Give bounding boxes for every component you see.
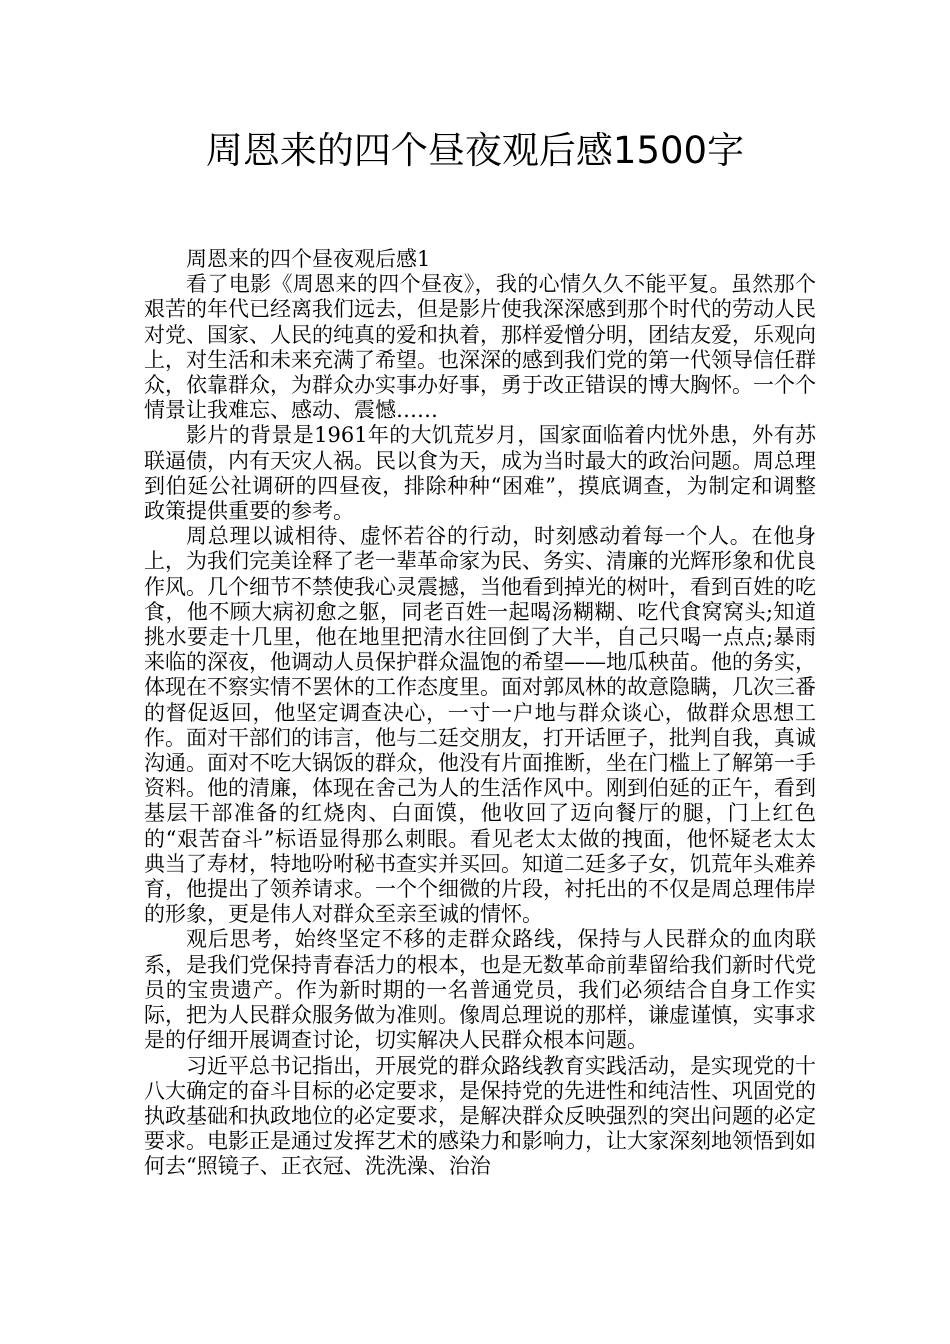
body-paragraph: 影片的背景是1961年的大饥荒岁月，国家面临着内忧外患，外有苏联逼债，内有天灾人祸。民以食为天，成为当时最大的政治问题。周总理到伯延公社调研的四昼夜，排除种种“困难”，摸底调查，为制定和调整政策提供重要的参考。 bbox=[144, 423, 816, 524]
body-paragraph: 习近平总书记指出，开展党的群众路线教育实践活动，是实现党的十八大确定的奋斗目标的必定要求，是保持党的先进性和纯洁性、巩固党的执政基础和执政地位的必定要求，是解决群众反映强烈的突出问题的必定要求。电影正是通过发挥艺术的感染力和影响力，让大家深刻地领悟到如何去“照镜子、正衣冠、洗洗澡、治治 bbox=[144, 1053, 816, 1179]
body-paragraph: 观后思考，始终坚定不移的走群众路线，保持与人民群众的血肉联系，是我们党保持青春活力的根本，也是无数革命前辈留给我们新时代党员的宝贵遗产。作为新时期的一名普通党员，我们必须结合自身工作实际，把为人民群众服务做为准则。像周总理说的那样，谦虚谨慎，实事求是的仔细开展调查讨论，切实解决人民群众根本问题。 bbox=[144, 927, 816, 1053]
body-paragraph: 看了电影《周恩来的四个昼夜》，我的心情久久不能平复。虽然那个艰苦的年代已经离我们远去，但是影片使我深深感到那个时代的劳动人民对党、国家、人民的纯真的爱和执着，那样爱憎分明，团结友爱，乐观向上，对生活和未来充满了希望。也深深的感到我们党的第一代领导信任群众，依靠群众，为群众办实事办好事，勇于改正错误的博大胸怀。一个个情景让我难忘、感动、震憾…… bbox=[144, 272, 816, 423]
document-body bbox=[144, 247, 816, 1180]
document-title: 周恩来的四个昼夜观后感1500字 bbox=[205, 129, 745, 172]
subheading-paragraph: 周恩来的四个昼夜观后感1 bbox=[186, 247, 431, 271]
body-paragraph: 周总理以诚相待、虚怀若谷的行动，时刻感动着每一个人。在他身上，为我们完美诠释了老一辈革命家为民、务实、清廉的光辉形象和优良作风。几个细节不禁使我心灵震撼，当他看到掉光的树叶，看到百姓的吃食，他不顾大病初愈之躯，同老百姓一起喝汤糊糊、吃代食窝窝头;知道挑水要走十几里，他在地里把清水往回倒了大半，自己只喝一点点;暴雨来临的深夜，他调动人员保护群众温饱的希望——地瓜秧苗。他的务实，体现在不察实情不罢休的工作态度里。面对郭凤林的故意隐瞒，几次三番的督促返回，他坚定调查决心，一寸一户地与群众谈心，做群众思想工作。面对干部们的讳言，他与二廷交朋友，打开话匣子，批判自我，真诚沟通。面对不吃大锅饭的群众，他没有片面推断，坐在门槛上了解第一手资料。他的清廉，体现在舍己为人的生活作风中。刚到伯延的正午，看到基层干部准备的红烧肉、白面馍，他收回了迈向餐厅的腿，门上红色的“艰苦奋斗”标语显得那么刺眼。看见老太太做的拽面，他怀疑老太太典当了寿材，特地吩咐秘书查实并买回。知道二廷多子女，饥荒年头难养育，他提出了领养请求。一个个细微的片段，衬托出的不仅是周总理伟岸的形象，更是伟人对群众至亲至诚的情怀。 bbox=[144, 524, 816, 927]
